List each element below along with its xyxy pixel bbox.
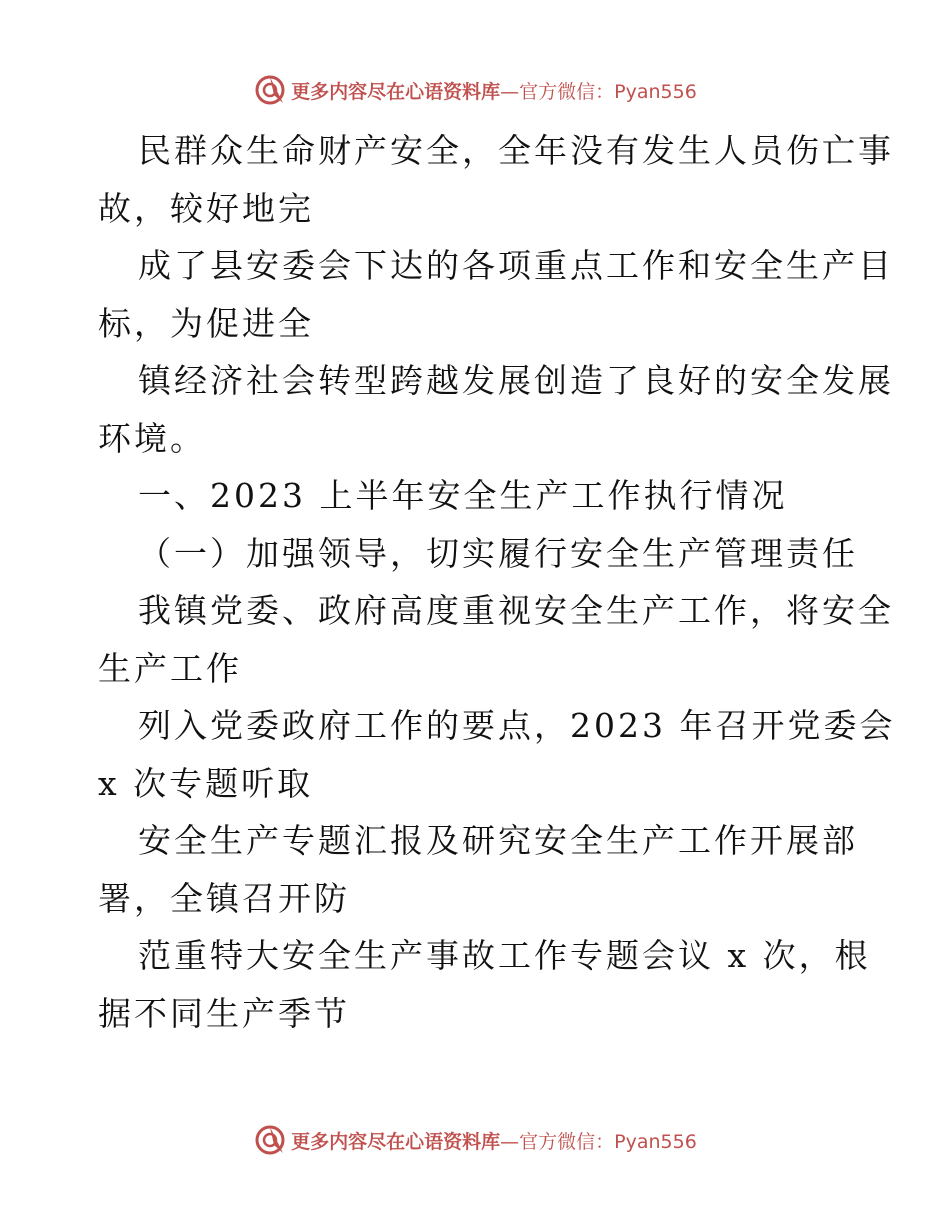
logo-icon [253, 1123, 287, 1157]
text-line: 成了县安委会下达的各项重点工作和安全生产目 [138, 246, 894, 285]
text-line: 标，为促进全 [98, 303, 314, 343]
banner-contact: —官方微信：Pyan556 [500, 80, 697, 103]
header-banner [0, 70, 950, 110]
banner-title: 更多内容尽在心语资料库 [291, 80, 501, 103]
logo-icon [253, 73, 287, 107]
text-line: 我镇党委、政府高度重视安全生产工作，将安全 [138, 591, 894, 630]
text-line: 一、2023 上半年安全生产工作执行情况 [138, 476, 788, 515]
text-line: 列入党委政府工作的要点，2023 年召开党委会 [138, 706, 896, 745]
document-body [98, 122, 896, 1042]
banner-contact: —官方微信：Pyan556 [500, 1130, 697, 1153]
text-line: 生产工作 [98, 648, 242, 688]
banner-title: 更多内容尽在心语资料库 [291, 1130, 501, 1153]
text-line: 范重特大安全生产事故工作专题会议 x 次，根 [138, 936, 871, 975]
text-line: 镇经济社会转型跨越发展创造了良好的安全发展 [138, 361, 894, 400]
text-line: 署，全镇召开防 [98, 878, 350, 918]
text-line: 据不同生产季节 [98, 993, 350, 1033]
text-line: 安全生产专题汇报及研究安全生产工作开展部 [138, 821, 858, 860]
footer-banner [0, 1120, 950, 1160]
text-line: x 次专题听取 [98, 763, 314, 803]
text-line: 故，较好地完 [98, 188, 314, 228]
text-line: 环境。 [98, 418, 206, 458]
text-line: 民群众生命财产安全，全年没有发生人员伤亡事 [138, 131, 894, 170]
text-line: （一）加强领导，切实履行安全生产管理责任 [138, 533, 858, 573]
